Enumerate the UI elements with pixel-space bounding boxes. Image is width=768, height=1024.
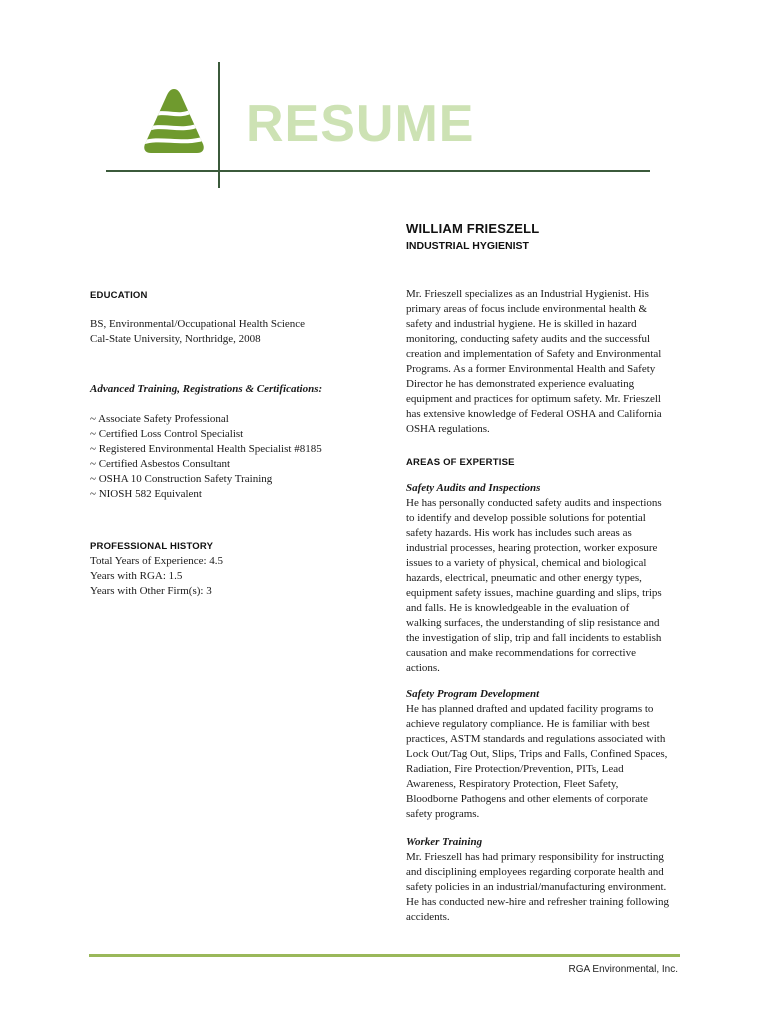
person-role: INDUSTRIAL HYGIENIST bbox=[406, 240, 529, 252]
expertise-line: Radiation, Fire Protection/Prevention, PITs, Lead bbox=[406, 763, 624, 775]
summary-line: OSHA regulations. bbox=[406, 423, 490, 435]
expertise-line: causation and make recommendations for corrective bbox=[406, 647, 636, 659]
expertise-section-title: Worker Training bbox=[406, 836, 483, 848]
summary-line: Mr. Frieszell specializes as an Industrial Hygienist. His bbox=[406, 288, 649, 300]
expertise-section-program-development bbox=[406, 687, 667, 822]
header-horizontal-rule bbox=[106, 170, 650, 172]
expertise-section-title: Safety Audits and Inspections bbox=[406, 482, 541, 494]
stylized-green-mountain-icon bbox=[142, 86, 206, 156]
expertise-line: Awareness, Respiratory Protection, Fleet Safety, bbox=[406, 778, 619, 790]
certifications-heading: Advanced Training, Registrations & Certifications: bbox=[90, 383, 323, 395]
expertise-line: the investigation of slip, trip and fall incidents to establish bbox=[406, 632, 662, 644]
expertise-line: actions. bbox=[406, 662, 440, 674]
total-experience: Total Years of Experience: 4.5 bbox=[90, 555, 224, 567]
expertise-line: Lock Out/Tag Out, Slips, Trips and Falls, Confined Spaces, bbox=[406, 748, 668, 760]
expertise-line: accidents. bbox=[406, 911, 450, 923]
summary-line: creation and implementation of Safety and Environmental bbox=[406, 348, 662, 360]
expertise-line: safety programs. bbox=[406, 808, 480, 820]
education-school: Cal-State University, Northridge, 2008 bbox=[90, 333, 261, 345]
summary-line: Director he has demonstrated experience evaluating bbox=[406, 378, 635, 390]
expertise-line: industrial processes, hearing protection, worker exposure bbox=[406, 542, 658, 554]
expertise-line: Bloodborne Pathogens and other elements of corporate bbox=[406, 793, 648, 805]
summary-paragraph bbox=[406, 287, 678, 437]
expertise-line: equipment safety issues, machine guarding and slips, trips bbox=[406, 587, 662, 599]
expertise-section-worker-training bbox=[406, 835, 669, 925]
certification-item: ~ Registered Environmental Health Specialist #8185 bbox=[90, 443, 322, 455]
person-name: WILLIAM FRIESZELL bbox=[406, 221, 540, 236]
certification-item: ~ NIOSH 582 Equivalent bbox=[90, 488, 202, 500]
professional-history-heading: PROFESSIONAL HISTORY bbox=[90, 541, 214, 552]
expertise-line: He has planned drafted and updated facility programs to bbox=[406, 703, 654, 715]
resume-title: RESUME bbox=[246, 95, 475, 153]
summary-line: has extensive knowledge of Federal OSHA and California bbox=[406, 408, 662, 420]
certifications-list bbox=[90, 412, 322, 502]
expertise-line: practices, ASTM standards and regulations associated with bbox=[406, 733, 666, 745]
expertise-section-audits bbox=[406, 481, 662, 676]
professional-history-details bbox=[90, 554, 223, 599]
expertise-line: to identify and develop possible solutions for potential bbox=[406, 512, 646, 524]
certification-item: ~ Associate Safety Professional bbox=[90, 413, 229, 425]
expertise-line: safety policies in an industrial/manufacturing environment. bbox=[406, 881, 667, 893]
areas-of-expertise-heading: AREAS OF EXPERTISE bbox=[406, 457, 515, 468]
footer-rule bbox=[89, 954, 680, 957]
certification-item: ~ OSHA 10 Construction Safety Training bbox=[90, 473, 273, 485]
expertise-line: walking surfaces, the understanding of slip resistance and bbox=[406, 617, 660, 629]
expertise-section-title: Safety Program Development bbox=[406, 688, 540, 700]
footer-company: RGA Environmental, Inc. bbox=[568, 964, 678, 975]
summary-line: equipment and practices for optimum safety. Mr. Frieszell bbox=[406, 393, 661, 405]
expertise-line: issues to a variety of physical, chemical and biological bbox=[406, 557, 647, 569]
certification-item: ~ Certified Asbestos Consultant bbox=[90, 458, 231, 470]
years-with-other-firms: Years with Other Firm(s): 3 bbox=[90, 585, 212, 597]
education-degree: BS, Environmental/Occupational Health Science bbox=[90, 318, 306, 330]
years-with-rga: Years with RGA: 1.5 bbox=[90, 570, 183, 582]
summary-line: Programs. As a former Environmental Health and Safety bbox=[406, 363, 656, 375]
summary-line: primary areas of focus include environmental health & bbox=[406, 303, 647, 315]
expertise-line: and disciplining employees regarding corporate health and bbox=[406, 866, 664, 878]
summary-line: monitoring, conducting safety audits and the successful bbox=[406, 333, 651, 345]
expertise-line: safety hazards. His work has includes such areas as bbox=[406, 527, 632, 539]
expertise-line: Mr. Frieszell has had primary responsibility for instructing bbox=[406, 851, 664, 863]
expertise-line: He has personally conducted safety audits and inspections bbox=[406, 497, 662, 509]
education-details bbox=[90, 317, 305, 347]
expertise-line: hazards, electrical, pneumatic and other energy types, bbox=[406, 572, 642, 584]
expertise-line: He has conducted new-hire and refresher training following bbox=[406, 896, 669, 908]
expertise-line: and falls. He is knowledgeable in the evaluation of bbox=[406, 602, 630, 614]
summary-line: safety and industrial hygiene. He is skilled in hazard bbox=[406, 318, 637, 330]
education-heading: EDUCATION bbox=[90, 290, 148, 301]
right-column bbox=[406, 287, 678, 923]
expertise-line: achieve regulatory compliance. He is familiar with best bbox=[406, 718, 650, 730]
certification-item: ~ Certified Loss Control Specialist bbox=[90, 428, 244, 440]
